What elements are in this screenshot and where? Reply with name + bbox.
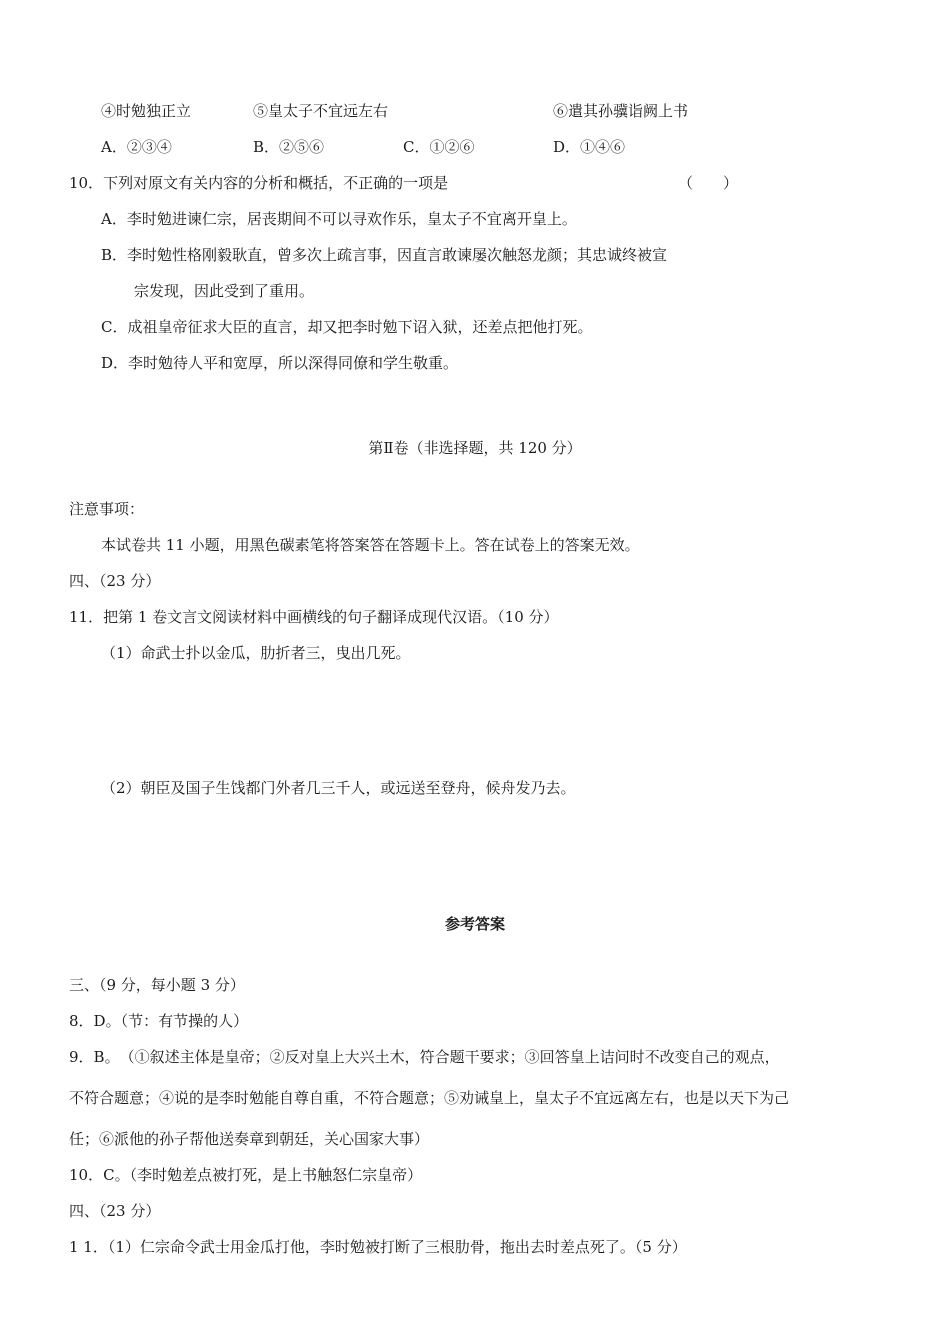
q10-option-d: D．李时勉待人平和宽厚，所以深得同僚和学生敬重。 [101,354,459,372]
answer-9-line-2: 不符合题意；④说的是李时勉能自尊自重，不符合题意；⑤劝诫皇上，皇太子不宜远离左右，也是以天下为己 [69,1089,790,1107]
notice-text: 本试卷共 11 小题，用黑色碳素笔将答案答在答题卡上。答在试卷上的答案无效。 [101,536,640,554]
notice-label: 注意事项： [69,500,145,518]
q10-option-a: A．李时勉进谏仁宗，居丧期间不可以寻欢作乐，皇太子不宜离开皇上。 [101,210,577,228]
q10-option-b-continued: 宗发现，因此受到了重用。 [134,282,315,300]
part-2-title: 第Ⅱ卷（非选择题，共 120 分） [368,439,582,457]
option-item-6: ⑥遣其孙骥诣阙上书 [553,102,689,120]
answer-11: 1 1．（1）仁宗命令武士用金瓜打他，李时勉被打断了三根肋骨，拖出去时差点死了。（5 分） [69,1238,687,1256]
answer-bracket: （ ） [678,174,739,192]
choice-d: D．①④⑥ [553,138,626,156]
answer-8: 8．D。（节：有节操的人） [69,1012,249,1030]
choice-c: C．①②⑥ [403,138,475,156]
question-11: 11．把第 1 卷文言文阅读材料中画横线的句子翻译成现代汉语。（10 分） [69,608,559,626]
answer-9-line-1: 9．B。 （①叙述主体是皇帝；②反对皇上大兴土木，符合题干要求；③回答皇上诘问时不改变自己的观点， [69,1048,780,1066]
q10-stem: 10．下列对原文有关内容的分析和概括，不正确的一项是 [69,174,449,192]
option-item-4: ④时勉独正立 [101,102,192,120]
choice-a: A．②③④ [101,138,172,156]
choice-b: B．②⑤⑥ [253,138,325,156]
question-11-part-1: （1）命武士扑以金瓜，肋折者三，曳出几死。 [101,644,411,662]
q10-option-c: C．成祖皇帝征求大臣的直言，却又把李时勉下诏入狱，还差点把他打死。 [101,318,593,336]
answer-key-title: 参考答案 [444,915,505,933]
option-item-5: ⑤皇太子不宜远左右 [253,102,389,120]
answer-9-line-3: 任；⑥派他的孙子帮他送奏章到朝廷，关心国家大事） [69,1130,430,1148]
question-11-part-2: （2）朝臣及国子生饯都门外者几三千人，或远送至登舟，候舟发乃去。 [101,779,576,797]
q10-option-b: B．李时勉性格刚毅耿直，曾多次上疏言事，因直言敢谏屡次触怒龙颜；其忠诚终被宣 [101,246,668,264]
answer-section-4: 四、（23 分） [69,1202,161,1220]
answer-section-3: 三、（9 分，每小题 3 分） [69,976,245,994]
section-4-heading: 四、（23 分） [69,572,161,590]
answer-10: 10．C。（李时勉差点被打死，是上书触怒仁宗皇帝） [69,1166,423,1184]
